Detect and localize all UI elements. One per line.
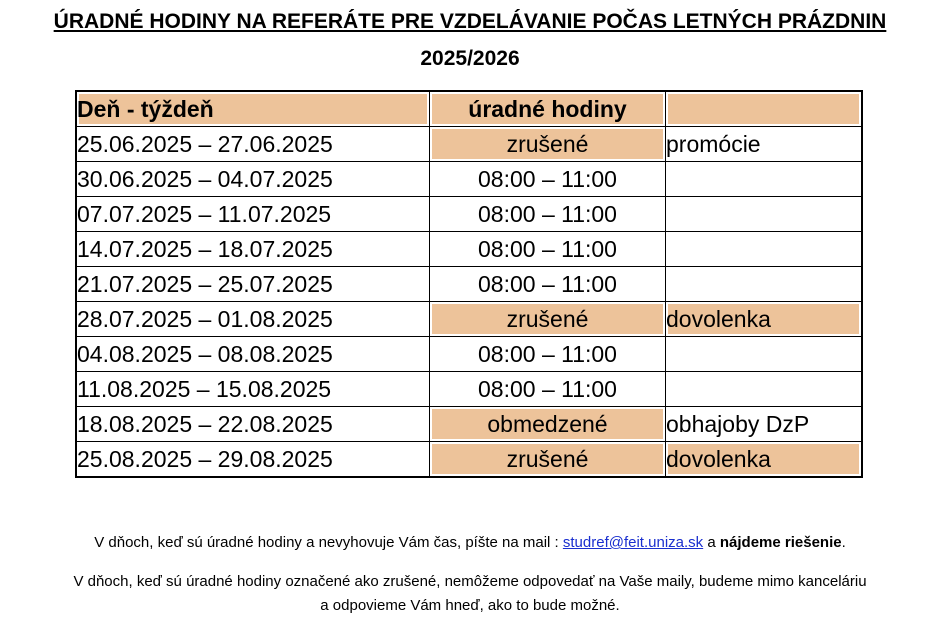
email-link[interactable]: studref@feit.uniza.sk	[562, 534, 704, 551]
footer-cancel-line-1: V dňoch, keď sú úradné hodiny označené ako zrušené, nemôžeme odpovedať na Vaše maily, budeme mimo kanceláriu	[73, 573, 867, 590]
note-cell	[666, 337, 862, 372]
table-header-row	[77, 92, 862, 127]
footer-cancel-line-2: a odpovieme Vám hneď, ako to bude možné.	[320, 597, 620, 614]
page-title	[0, 10, 940, 34]
office-hours-cell: 08:00 – 11:00	[430, 232, 666, 267]
table-row	[77, 127, 862, 162]
note-cell: promócie	[666, 127, 862, 162]
week-range-cell: 30.06.2025 – 04.07.2025	[77, 162, 430, 197]
note-cell	[666, 372, 862, 407]
week-range-cell: 25.06.2025 – 27.06.2025	[77, 127, 430, 162]
office-hours-cell: zrušené	[430, 302, 666, 337]
note-cell	[666, 232, 862, 267]
note-cell	[666, 197, 862, 232]
office-hours-cell: 08:00 – 11:00	[430, 267, 666, 302]
office-hours-cell: zrušené	[430, 442, 666, 477]
note-cell	[666, 267, 862, 302]
header-week: Deň - týždeň	[77, 92, 430, 127]
page-title-text: ÚRADNÉ HODINY NA REFERÁTE PRE VZDELÁVANIE POČAS LETNÝCH PRÁZDNIN	[53, 10, 887, 33]
office-hours-cell: 08:00 – 11:00	[430, 337, 666, 372]
office-hours-cell: 08:00 – 11:00	[430, 162, 666, 197]
note-cell: obhajoby DzP	[666, 407, 862, 442]
footer-text-2: a	[703, 534, 720, 551]
footer-bold-solution: nájdeme riešenie	[719, 534, 842, 551]
page-subtitle-year: 2025/2026	[420, 47, 520, 70]
week-range-cell: 11.08.2025 – 15.08.2025	[77, 372, 430, 407]
note-cell: dovolenka	[666, 302, 862, 337]
office-hours-cell: zrušené	[430, 127, 666, 162]
week-range-cell: 21.07.2025 – 25.07.2025	[77, 267, 430, 302]
note-cell	[666, 162, 862, 197]
header-note	[666, 92, 862, 127]
note-cell: dovolenka	[666, 442, 862, 477]
table-row	[77, 372, 862, 407]
table-row	[77, 267, 862, 302]
week-range-cell: 28.07.2025 – 01.08.2025	[77, 302, 430, 337]
table-row	[77, 302, 862, 337]
footer-contact-note	[0, 531, 940, 555]
office-hours-table	[76, 91, 862, 477]
table-row	[77, 197, 862, 232]
header-office-hours: úradné hodiny	[430, 92, 666, 127]
footer-text-3: .	[841, 534, 846, 551]
footer-cancel-note	[0, 570, 940, 618]
table-row	[77, 232, 862, 267]
week-range-cell: 18.08.2025 – 22.08.2025	[77, 407, 430, 442]
table-row	[77, 442, 862, 477]
office-hours-cell: 08:00 – 11:00	[430, 372, 666, 407]
office-hours-cell: 08:00 – 11:00	[430, 197, 666, 232]
office-hours-cell: obmedzené	[430, 407, 666, 442]
table-row	[77, 337, 862, 372]
week-range-cell: 14.07.2025 – 18.07.2025	[77, 232, 430, 267]
week-range-cell: 07.07.2025 – 11.07.2025	[77, 197, 430, 232]
week-range-cell: 04.08.2025 – 08.08.2025	[77, 337, 430, 372]
footer-text-1: V dňoch, keď sú úradné hodiny a nevyhovuje Vám čas, píšte na mail :	[94, 534, 563, 551]
table-row	[77, 162, 862, 197]
week-range-cell: 25.08.2025 – 29.08.2025	[77, 442, 430, 477]
table-row	[77, 407, 862, 442]
